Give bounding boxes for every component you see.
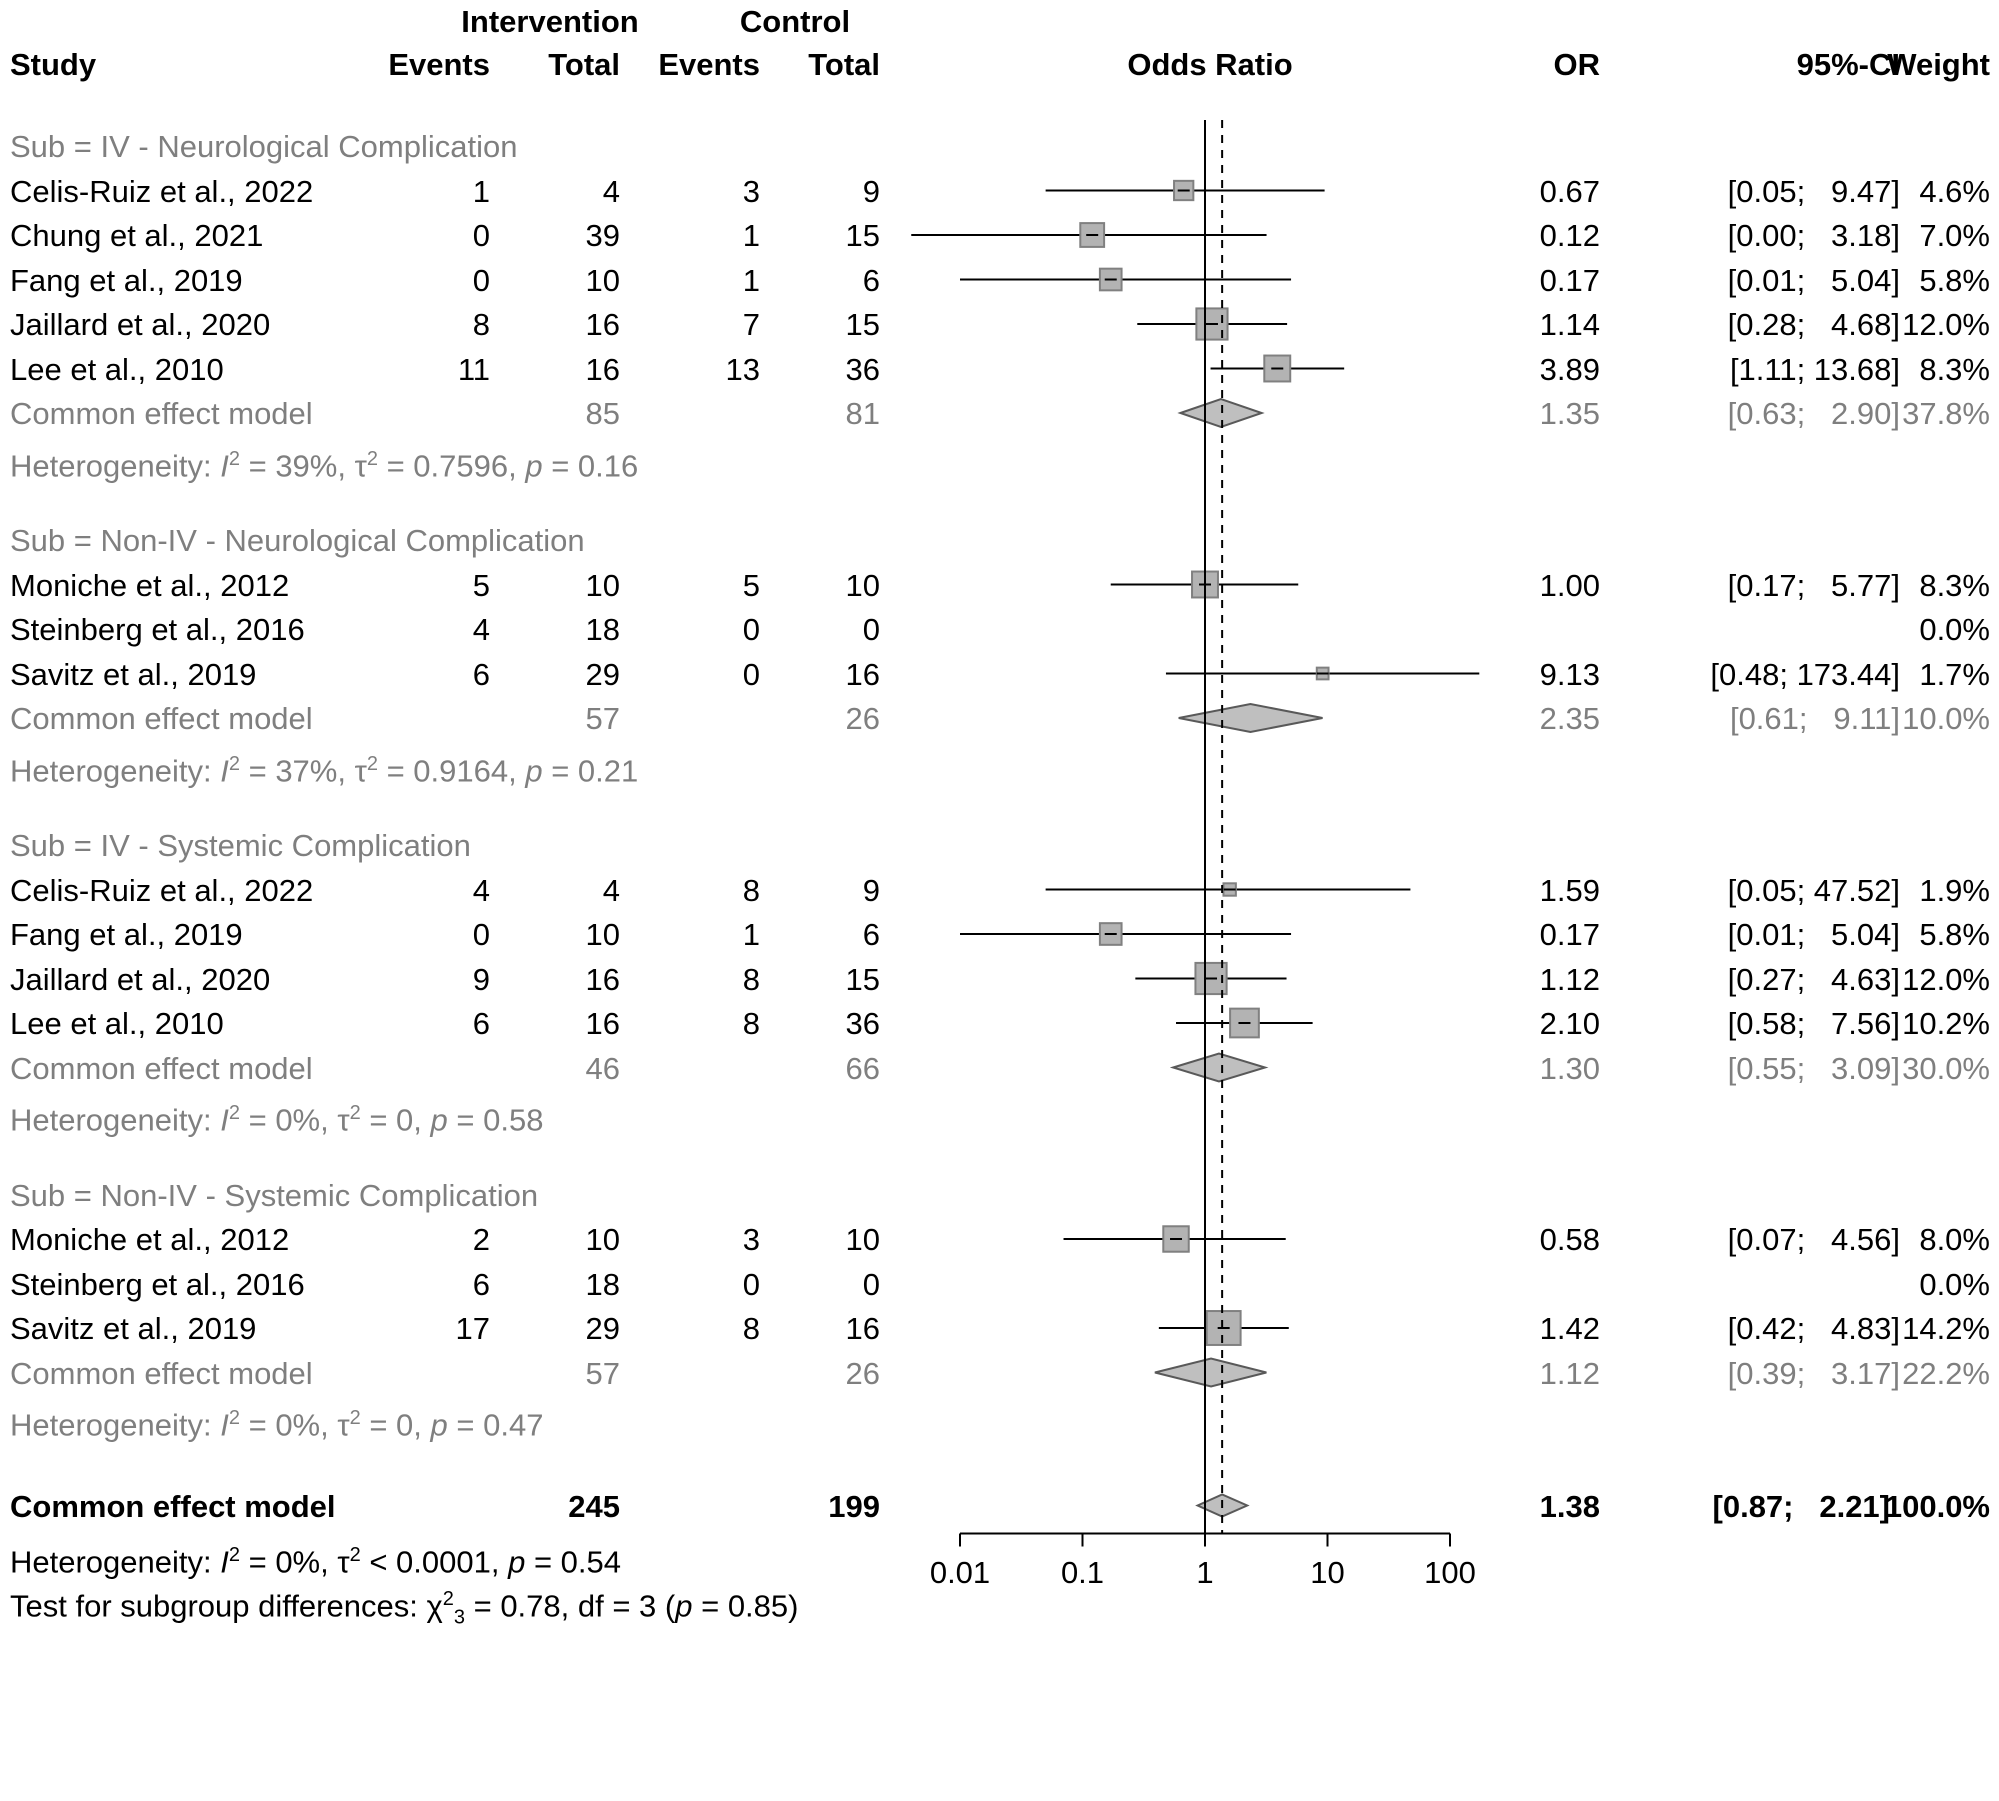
row-or-value: 1.12	[1539, 961, 1600, 997]
row-total-intervention: 16	[585, 1006, 620, 1041]
row-events-intervention: 4	[472, 612, 490, 647]
row-total-intervention: 29	[585, 1311, 620, 1346]
row-weight-value: 5.8%	[1919, 917, 1990, 952]
axis-tick-label: 1	[1196, 1554, 1214, 1590]
row-events-control: 8	[742, 1006, 760, 1041]
row-or-value: 1.12	[1539, 1355, 1600, 1391]
row-weight-value: 8.3%	[1919, 567, 1990, 603]
row-total-intervention: 46	[585, 1050, 620, 1086]
row-total-intervention: 85	[585, 396, 620, 431]
subgroup-header: Sub = Non-IV - Systemic Complication	[10, 1177, 539, 1213]
row-ci-value: [0.63; 2.90]	[1727, 396, 1900, 431]
overall-total-intervention: 245	[568, 1488, 620, 1524]
subgroup-heterogeneity: Heterogeneity: $I^2 = 39\%$, $\tau^2 = 0.7596$, p = 0.16	[10, 447, 639, 483]
row-events-control: 8	[742, 872, 760, 908]
overall-weight-value: 100.0%	[1884, 1488, 1990, 1524]
row-weight-value: 30.0%	[1902, 1050, 1990, 1086]
row-total-control: 10	[845, 567, 880, 603]
row-events-control: 1	[742, 917, 760, 952]
row-events-control: 3	[742, 1222, 760, 1257]
row-study-label: Jaillard et al., 2020	[10, 961, 271, 997]
row-total-control: 15	[845, 218, 880, 253]
subgroup-header: Sub = Non-IV - Neurological Complication	[10, 523, 585, 558]
row-weight-value: 1.7%	[1919, 656, 1990, 692]
row-total-intervention: 16	[585, 351, 620, 387]
row-ci-value: [0.01; 5.04]	[1727, 262, 1900, 298]
row-ci-value: [1.11; 13.68]	[1729, 351, 1900, 387]
row-study-label: Fang et al., 2019	[10, 262, 243, 298]
header-forest-title: Odds Ratio	[1127, 47, 1293, 82]
row-study-label: Common effect model	[10, 701, 313, 736]
row-total-control: 15	[845, 961, 880, 997]
row-events-control: 1	[742, 218, 760, 253]
row-events-intervention: 5	[472, 567, 490, 603]
row-total-intervention: 18	[585, 612, 620, 647]
row-ci-value: [0.01; 5.04]	[1727, 917, 1900, 952]
row-study-label: Steinberg et al., 2016	[10, 612, 305, 647]
row-or-value: 0.17	[1539, 262, 1600, 298]
row-events-intervention: 0	[472, 218, 490, 253]
row-total-intervention: 4	[602, 173, 620, 209]
header-total-1: Total	[548, 47, 620, 82]
row-total-intervention: 29	[585, 656, 620, 692]
row-events-intervention: 6	[472, 1266, 490, 1302]
row-or-value: 1.00	[1539, 567, 1600, 603]
row-weight-value: 0.0%	[1919, 612, 1990, 647]
row-study-label: Savitz et al., 2019	[10, 656, 257, 692]
row-ci-value: [0.05; 47.52]	[1727, 872, 1900, 908]
row-or-value: 0.58	[1539, 1222, 1600, 1257]
row-ci-value: [0.28; 4.68]	[1727, 307, 1900, 342]
row-events-control: 13	[725, 351, 760, 387]
row-or-value: 2.10	[1539, 1006, 1600, 1041]
row-total-intervention: 57	[585, 1355, 620, 1391]
row-weight-value: 14.2%	[1902, 1311, 1990, 1346]
row-or-value: 1.35	[1539, 396, 1600, 431]
row-weight-value: 7.0%	[1919, 218, 1990, 253]
row-events-intervention: 0	[472, 262, 490, 298]
overall-or-value: 1.38	[1539, 1488, 1600, 1524]
row-ci-value: [0.27; 4.63]	[1727, 961, 1900, 997]
header-events-1: Events	[388, 47, 490, 82]
row-study-label: Chung et al., 2021	[10, 218, 264, 253]
row-events-control: 5	[742, 567, 760, 603]
axis-tick-label: 0.1	[1060, 1554, 1105, 1590]
row-ci-value: [0.05; 9.47]	[1727, 173, 1900, 209]
axis-tick-label: 100	[1424, 1554, 1476, 1590]
row-events-intervention: 9	[472, 961, 490, 997]
row-total-control: 9	[862, 872, 880, 908]
header-control: Control	[739, 4, 851, 39]
row-total-intervention: 18	[585, 1266, 620, 1302]
row-events-intervention: 6	[472, 1006, 490, 1041]
row-study-label: Common effect model	[10, 1050, 313, 1086]
row-total-control: 6	[862, 262, 880, 298]
row-events-intervention: 4	[472, 872, 490, 908]
subgroup-heterogeneity: Heterogeneity: $I^2 = 0\%$, $\tau^2 = 0$, p = 0.47	[10, 1407, 544, 1443]
row-total-intervention: 10	[585, 1222, 620, 1257]
row-weight-value: 10.2%	[1902, 1006, 1990, 1041]
row-or-value: 1.42	[1539, 1311, 1600, 1346]
row-total-intervention: 16	[585, 961, 620, 997]
row-weight-value: 8.3%	[1919, 351, 1990, 387]
row-events-control: 8	[742, 961, 760, 997]
row-total-intervention: 57	[585, 701, 620, 736]
subgroup-heterogeneity: Heterogeneity: $I^2 = 0\%$, $\tau^2 = 0$, p = 0.58	[10, 1102, 544, 1138]
row-study-label: Steinberg et al., 2016	[10, 1266, 305, 1302]
row-study-label: Common effect model	[10, 1355, 313, 1391]
row-total-control: 16	[845, 656, 880, 692]
row-total-control: 10	[845, 1222, 880, 1257]
row-total-intervention: 10	[585, 567, 620, 603]
row-study-label: Savitz et al., 2019	[10, 1311, 257, 1346]
row-events-control: 8	[742, 1311, 760, 1346]
row-weight-value: 1.9%	[1919, 872, 1990, 908]
row-events-intervention: 0	[472, 917, 490, 952]
row-or-value: 1.59	[1539, 872, 1600, 908]
row-total-control: 36	[845, 351, 880, 387]
row-study-label: Fang et al., 2019	[10, 917, 243, 952]
row-ci-value: [0.55; 3.09]	[1727, 1050, 1900, 1086]
overall-total-control: 199	[828, 1488, 880, 1524]
row-total-control: 0	[862, 1266, 880, 1302]
row-total-control: 26	[845, 1355, 880, 1391]
row-events-control: 0	[742, 656, 760, 692]
row-study-label: Jaillard et al., 2020	[10, 307, 271, 342]
row-weight-value: 5.8%	[1919, 262, 1990, 298]
header-total-2: Total	[808, 47, 880, 82]
row-ci-value: [0.00; 3.18]	[1727, 218, 1900, 253]
header-ci: 95%-CI	[1796, 47, 1900, 82]
header-intervention: Intervention	[461, 4, 639, 39]
row-events-control: 0	[742, 612, 760, 647]
row-study-label: Moniche et al., 2012	[10, 567, 290, 603]
row-study-label: Lee et al., 2010	[10, 351, 224, 387]
row-or-value: 3.89	[1539, 351, 1600, 387]
header-weight: Weight	[1887, 47, 1990, 82]
subgroup-difference-test: Test for subgroup differences: $\chi^2_3 = 0.78$, df = 3 (p = 0.85)	[10, 1587, 799, 1629]
overall-ci-value: [0.87; 2.21]	[1712, 1488, 1890, 1524]
row-total-control: 0	[862, 612, 880, 647]
row-events-control: 3	[742, 173, 760, 209]
row-events-intervention: 6	[472, 656, 490, 692]
row-study-label: Lee et al., 2010	[10, 1006, 224, 1041]
row-total-control: 16	[845, 1311, 880, 1346]
row-events-control: 0	[742, 1266, 760, 1302]
row-study-label: Celis-Ruiz et al., 2022	[10, 173, 314, 209]
row-weight-value: 8.0%	[1919, 1222, 1990, 1257]
row-or-value: 2.35	[1539, 701, 1600, 736]
subgroup-heterogeneity: Heterogeneity: $I^2 = 37\%$, $\tau^2 = 0.9164$, p = 0.21	[10, 752, 639, 788]
row-ci-value: [0.61; 9.11]	[1729, 701, 1900, 736]
row-or-value: 0.17	[1539, 917, 1600, 952]
row-total-control: 81	[845, 396, 880, 431]
row-or-value: 1.30	[1539, 1050, 1600, 1086]
row-ci-value: [0.07; 4.56]	[1727, 1222, 1900, 1257]
row-total-intervention: 10	[585, 917, 620, 952]
row-events-control: 7	[742, 307, 760, 342]
row-events-intervention: 17	[455, 1311, 490, 1346]
row-study-label: Celis-Ruiz et al., 2022	[10, 872, 314, 908]
row-total-intervention: 39	[585, 218, 620, 253]
row-total-control: 36	[845, 1006, 880, 1041]
row-events-intervention: 2	[472, 1222, 490, 1257]
row-weight-value: 12.0%	[1902, 307, 1990, 342]
subgroup-header: Sub = IV - Systemic Complication	[10, 828, 471, 863]
row-weight-value: 12.0%	[1902, 961, 1990, 997]
row-total-intervention: 16	[585, 307, 620, 342]
row-events-intervention: 8	[472, 307, 490, 342]
row-ci-value: [0.39; 3.17]	[1727, 1355, 1900, 1391]
row-weight-value: 4.6%	[1919, 173, 1990, 209]
row-ci-value: [0.17; 5.77]	[1727, 567, 1900, 603]
row-weight-value: 22.2%	[1902, 1355, 1990, 1391]
row-events-intervention: 11	[457, 351, 490, 387]
row-total-control: 15	[845, 307, 880, 342]
row-weight-value: 10.0%	[1902, 701, 1990, 736]
row-events-control: 1	[742, 262, 760, 298]
header-events-2: Events	[658, 47, 760, 82]
row-events-intervention: 1	[472, 173, 490, 209]
overall-label: Common effect model	[10, 1488, 336, 1524]
header-or: OR	[1553, 47, 1600, 82]
axis-tick-label: 10	[1310, 1554, 1345, 1590]
row-total-control: 9	[862, 173, 880, 209]
row-total-control: 6	[862, 917, 880, 952]
row-ci-value: [0.48; 173.44]	[1710, 656, 1900, 692]
row-or-value: 1.14	[1539, 307, 1600, 342]
row-study-label: Moniche et al., 2012	[10, 1222, 290, 1257]
row-ci-value: [0.42; 4.83]	[1727, 1311, 1900, 1346]
row-total-intervention: 4	[602, 872, 620, 908]
row-ci-value: [0.58; 7.56]	[1727, 1006, 1900, 1041]
header-study: Study	[10, 47, 97, 82]
row-weight-value: 0.0%	[1919, 1266, 1990, 1302]
overall-heterogeneity: Heterogeneity: $I^2 = 0\%$, $\tau^2 < 0.0001$, p = 0.54	[10, 1543, 622, 1579]
row-total-control: 66	[845, 1050, 880, 1086]
axis-tick-label: 0.01	[929, 1554, 991, 1590]
subgroup-header: Sub = IV - Neurological Complication	[10, 129, 518, 164]
row-total-control: 26	[845, 701, 880, 736]
row-or-value: 9.13	[1539, 656, 1600, 692]
row-study-label: Common effect model	[10, 396, 313, 431]
row-or-value: 0.12	[1539, 218, 1600, 253]
row-or-value: 0.67	[1539, 173, 1600, 209]
row-weight-value: 37.8%	[1902, 396, 1990, 431]
row-total-intervention: 10	[585, 262, 620, 298]
